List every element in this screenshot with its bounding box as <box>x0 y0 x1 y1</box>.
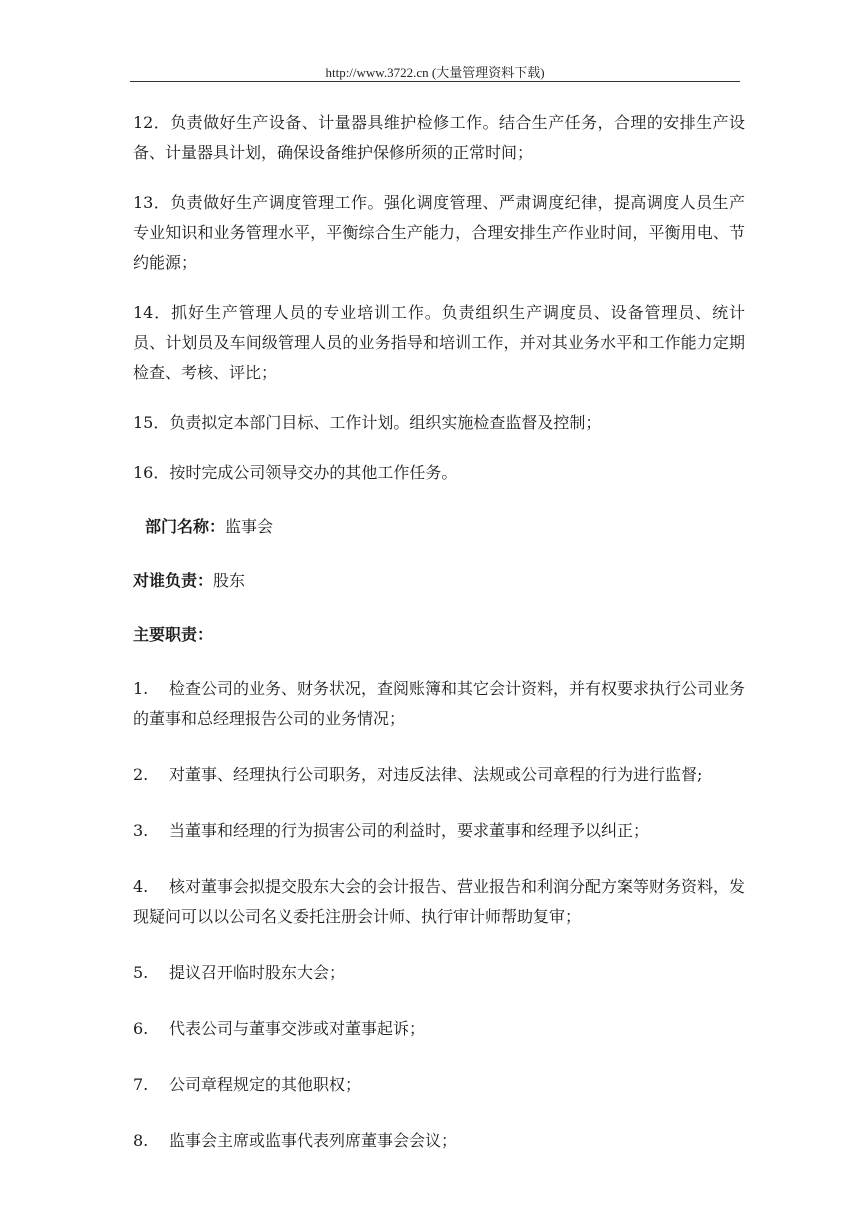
duties-title-label: 主要职责： <box>133 625 214 644</box>
duty-number: 4. <box>133 877 149 896</box>
duty-text: 代表公司与董事交涉或对董事起诉； <box>169 1019 426 1038</box>
duty-number: 5. <box>133 963 149 982</box>
duty-text: 检查公司的业务、财务状况，查阅账簿和其它会计资料，并有权要求执行公司业务的董事和总经理报告公司的业务情况； <box>133 679 746 728</box>
duty-text: 监事会主席或监事代表列席董事会会议； <box>169 1131 458 1150</box>
duty-number: 3. <box>133 821 149 840</box>
page-header: http://www.3722.cn (大量管理资料下载) <box>325 65 545 80</box>
reports-to-value: 股东 <box>213 571 246 590</box>
duty-text: 核对董事会拟提交股东大会的会计报告、营业报告和利润分配方案等财务资料，发现疑问可以以公司名义委托注册会计师、执行审计师帮助复审； <box>133 877 746 926</box>
item-16: 16．按时完成公司领导交办的其他工作任务。 <box>133 463 458 482</box>
duties-title <box>133 620 745 650</box>
duty-text: 对董事、经理执行公司职务，对违反法律、法规或公司章程的行为进行监督; <box>169 765 703 784</box>
department-name <box>133 512 745 542</box>
duty-1 <box>133 674 745 734</box>
item-12: 12．负责做好生产设备、计量器具维护检修工作。结合生产任务，合理的安排生产设备、计量器具计划，确保设备维护保修所须的正常时间； <box>133 113 745 162</box>
department-value: 监事会 <box>225 517 274 536</box>
duty-7 <box>133 1070 745 1100</box>
document-body <box>133 108 745 1182</box>
duty-4 <box>133 872 745 932</box>
reports-to-label: 对谁负责： <box>133 571 214 590</box>
duty-text: 当董事和经理的行为损害公司的利益时，要求董事和经理予以纠正； <box>169 821 650 840</box>
duty-5 <box>133 958 745 988</box>
duty-2 <box>133 760 745 790</box>
department-label: 部门名称： <box>145 517 226 536</box>
duty-number: 1. <box>133 679 149 698</box>
header-divider <box>130 81 740 82</box>
item-14: 14．抓好生产管理人员的专业培训工作。负责组织生产调度员、设备管理员、统计员、计划员及车间级管理人员的业务指导和培训工作，并对其业务水平和工作能力定期检查、考核、评比； <box>133 303 745 382</box>
reports-to <box>133 566 745 596</box>
duty-number: 6. <box>133 1019 149 1038</box>
duty-3 <box>133 816 745 846</box>
duty-text: 公司章程规定的其他职权； <box>169 1075 362 1094</box>
duty-number: 8. <box>133 1131 149 1150</box>
item-15: 15．负责拟定本部门目标、工作计划。组织实施检查监督及控制； <box>133 413 602 432</box>
duty-text: 提议召开临时股东大会； <box>169 963 346 982</box>
duty-number: 7. <box>133 1075 149 1094</box>
duty-number: 2. <box>133 765 149 784</box>
duty-8 <box>133 1126 745 1156</box>
item-13: 13．负责做好生产调度管理工作。强化调度管理、严肃调度纪律，提高调度人员生产专业知识和业务管理水平，平衡综合生产能力，合理安排生产作业时间，平衡用电、节约能源； <box>133 193 745 272</box>
duty-6 <box>133 1014 745 1044</box>
duties-list <box>133 674 745 1156</box>
